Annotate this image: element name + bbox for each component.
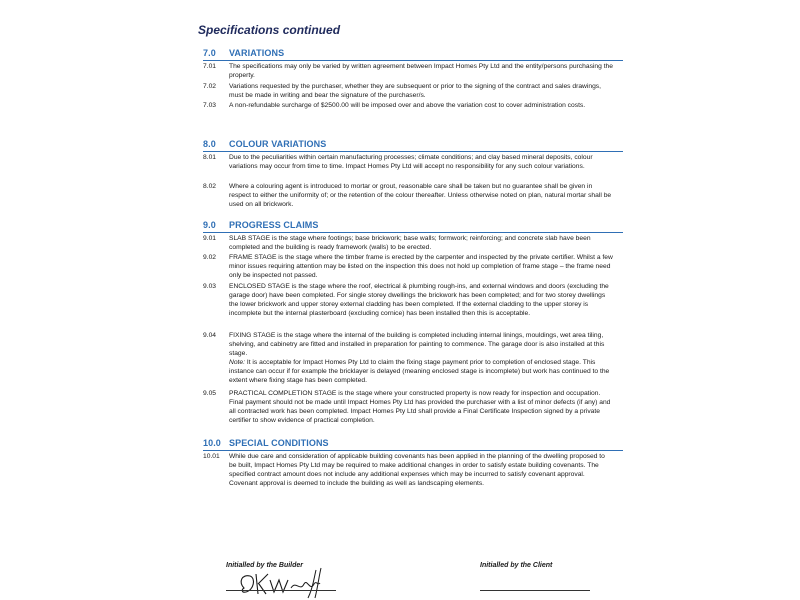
section-heading-progress-claims — [203, 219, 623, 233]
note-text: It is acceptable for Impact Homes Pty Ltd to claim the fixing stage payment prior to completion of enclosed stage. This instance can occur if for example the bricklayer is delayed (meaning enclosed stage is incomplete) but work has continued to the extent where fixing stage has been completed. — [229, 359, 610, 385]
section-heading-colour-variations — [203, 138, 623, 152]
builder-initial-label: Initialled by the Builder — [226, 562, 304, 569]
builder-signature — [236, 566, 326, 600]
page-title: Specifications continued — [198, 23, 341, 37]
note-label: Note: — [229, 359, 245, 367]
section-title: VARIATIONS — [229, 48, 285, 58]
builder-signature-line — [226, 590, 336, 591]
section-heading-variations — [203, 47, 623, 61]
section-number: 8.0 — [203, 139, 216, 149]
section-number: 7.0 — [203, 48, 216, 58]
section-title: COLOUR VARIATIONS — [229, 139, 327, 149]
section-number: 9.0 — [203, 220, 216, 230]
section-title: PROGRESS CLAIMS — [229, 220, 319, 230]
section-number: 10.0 — [203, 438, 221, 448]
section-heading-special-conditions — [203, 437, 623, 451]
section-title: SPECIAL CONDITIONS — [229, 438, 329, 448]
client-initial-label: Initialled by the Client — [480, 562, 553, 569]
client-signature-line — [480, 590, 590, 591]
